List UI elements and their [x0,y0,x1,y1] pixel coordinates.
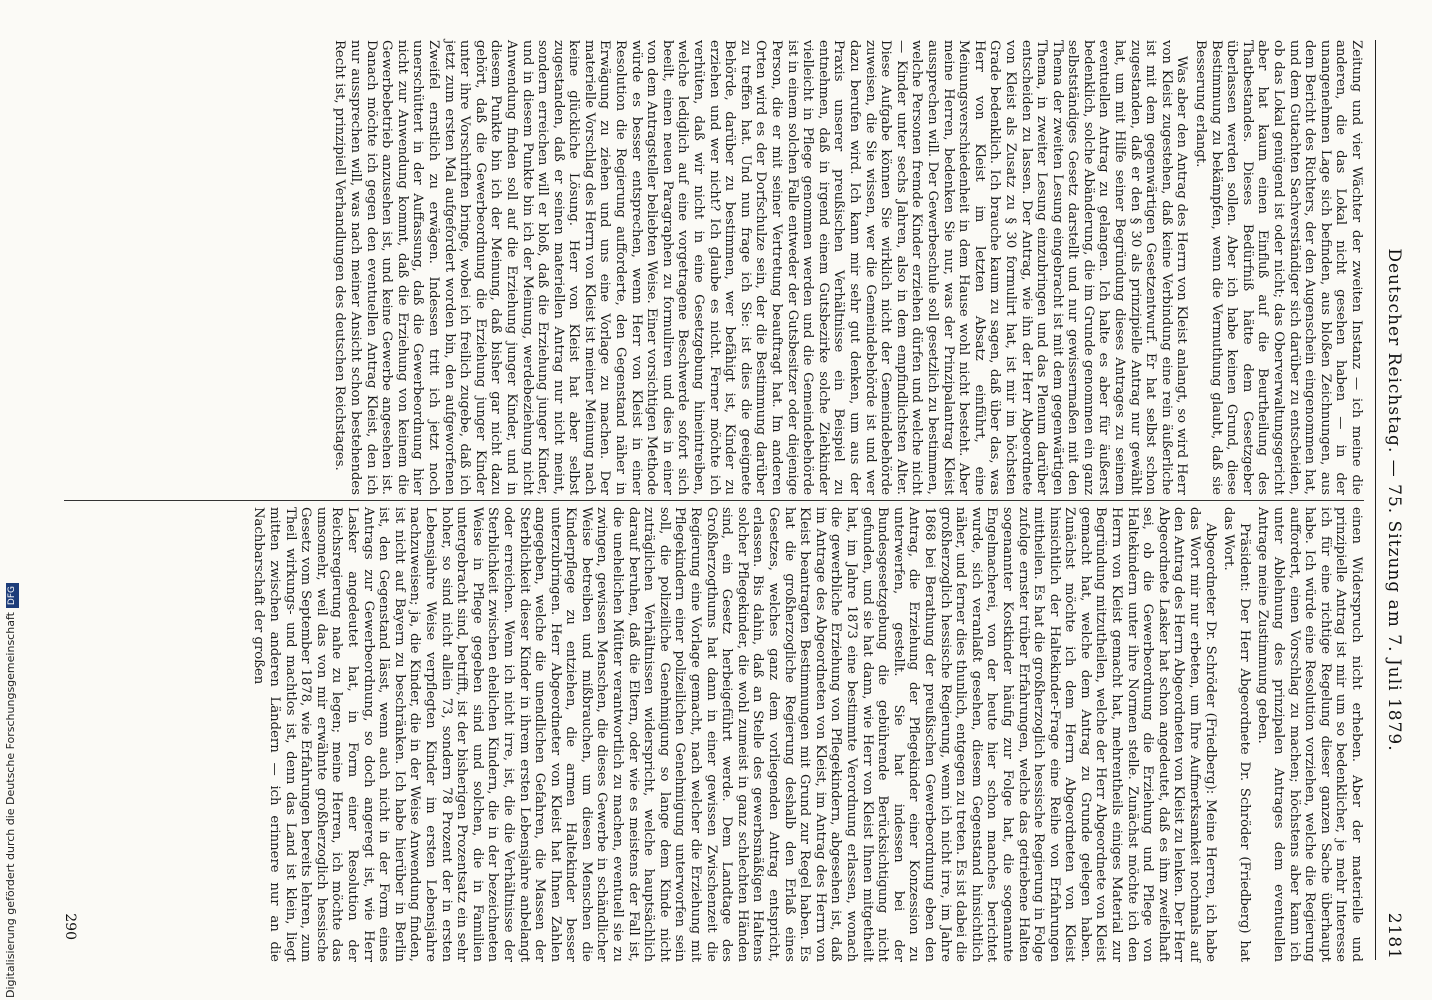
dfg-logo: DFG [6,583,19,608]
digitization-stamp [2,585,20,998]
running-head [1374,40,1408,960]
header-rule [1375,40,1376,960]
rotated-page [23,20,1408,980]
left-column [329,40,1364,495]
paragraph: Präsident: Der Herr Abgeordnete Dr. Schröder (Friedberg) hat das Wort. [1221,507,1252,962]
paragraph: Was aber den Antrag des Herrn von Kleist anlangt, so wird Herr von Kleist zugestehen, daß keine Verbindung eine rein äußerliche ist mit dem gegenwärtigen Gesetzentwurf. Er hat selbst schon zugestanden, daß er den § 30 als prinzipielle Antrag nur gewählt hat, um mit Hilfe seiner Begründung dieses Antrages zu seinem eventuellen Antrag zu gelangen. Ich halte es aber für äußerst bedenklich, solche Abänderung, die im Grunde genommen ein ganz selbstständiges Gesetz darstellt und nur gewissermaßen mit den Thema der zweiten Lesung eingebracht ist mit dem gegenwärtigen Thema, in zweiter Lesung einzubringen und das Plenum darüber entscheiden zu lassen. Der Antrag, wie ihn der Herr Abgeordnete von Kleist als Zusatz zu § 30 formulirt hat, ist mir im höchsten Grade bedenklich. Ich brauche kaum zu sagen, daß über das, was Herr von Kleist im letzten Absatz einführt, eine Meinungsverschiedenheit in dem Hause wohl nicht besteht. Aber meine Herren, bedenken Sie nur, was der Prinzipalantrag Kleist aussprechen will. Der Gewerbeschule soll gesetzlich zu bestimmen, welche Personen fremde Kinder erziehen dürfen und welche nicht — Kinder unter sechs Jahren, also in dem empfindlichsten Alter. Diese Aufgabe können Sie wirklich nicht der Gemeindebehörde zuweisen, die Sie wissen, wer die Gemeindebehörde ist und wer dazu berufen wird. Ich kann mir sehr gut denken, um aus der Praxis unserer preußischen Verhältnisse ein Beispiel zu entnehmen, daß in irgend einem Gutsbezirke solche Ziehkinder vielleicht in Pflege genommen werden und die Gemeindebehörde ist in einem solchen Falle entweder der Gutsbesitzer oder diejenige Person, die er mit seiner Vertretung beauftragt hat. Im anderen Orten wird es der Dorfschulze sein, der die Bestimmung darüber zu treffen hat. Und nun frage ich Sie: ist dies die geeignete Behörde, darüber zu bestimmen, wer befähigt ist, Kinder zu erziehen und wer nicht? Ich glaube es nicht. Ferner möchte ich verhüten, daß wir nicht in eine Gesetzgebung hineintreiben, welche lediglich auf eine vorgetragene Beschwerde sofort sich beeilt, einen neuen Paragraphen zu formuliren und dies in einer von dem Antragsteller beliebten Weise. Einer vorsichtigen Methode würde es besser entsprechen, wenn Herr von Kleist in einer Resolution die Regierung aufforderte, den Gegenstand näher in Erwägung zu ziehen und uns eine Vorlage zu machen. Der materielle Vorschlag des Herrn von Kleist ist meiner Meinung nach keine glückliche Lösung. Herr von Kleist hat aber selbst zugestanden, daß er seinen materiellen Antrag nur nicht meint, sondern erreichen will er bloß, daß die Erziehung junger Kinder, und in diesem Punkte bin ich der Meinung, werdebeziehung nicht Anwendung finden soll auf die Erziehung junger Kinder, und in diesem Punkte bin ich der Meinung, daß bisher gar nicht dazu gehört, daß die Gewerbeordnung die Erziehung junger Kinder unter ihre Vorschriften bringe, wobei ich freilich zugebe, daß ich jetzt zum ersten Mal aufgefordert worden bin, den aufgeworfenen Zweifel ernstlich zu erwägen. Indessen tritt ich jetzt noch unerschüttert in der Auffassung, daß die Gewerbeordnung hier nicht zur Anwendung kommt, daß die Erziehung von keinem die Gewerbebetrieb anzusehen ist, und keine Gewerbe angesehen ist. Danach möchte ich gegen den eventuellen Antrag Kleist, den ich nur aussprechen will, was nach meiner Ansicht schon bestehendes Recht ist, prinzipiell Verhandlungen des deutschen Reichstages. [332,40,1190,495]
paragraph: Abgeordneter Dr. Schröder (Friedberg): Meine Herren, ich habe das Wort mir nur erbeten, um Ihre Aufmerksamkeit nochmals auf den Antrag des Herrn Abgeordneten von Kleist zu lenken. Der Herr Abgeordnete Lasker hat schon angedeutet, daß es ihm zweifelhaft sei, ob die Gewerbeordnung die Erziehung und Pflege von Haltekindern unter ihre Normen stelle. Zunächst möchte ich den Herrn von Kleist gemacht hat, mehrentheils einiges Material zur Begründung mitzutheilen, welche der Herr Abgeordnete von Kleist gemacht hat, welche dem Antrag zu Grunde gelegen haben. Zunächst möchte ich dem Herrn Abgeordneten von Kleist hinsichtlich der Haltekinder-Frage eine Reihe von Erfahrungen mittheilen. Es hat die großherzoglich hessische Regierung in Folge zufolge ernster trüber Erfahrungen, welche das getriebene Halten sogenannter Kostkinder häufig zur Folge hat, die sogenannte Engelmacherei, von der heute hier schon manches berichtet wurde, sich veranlaßt gesehen, diesem Gegenstand hinsichtlich näher, und ferner dies thunlich, entgegen zu treten. Es ist dabei die großherzoglich hessische Regierung, wenn ich nicht irre, im Jahre 1868 bei Berathung der preußischen Gewerbeordnung eben den Antrag, die Erziehung der Pflegekinder einer Konzession zu unterwerfen, gestellt. Sie hat indessen bei der Bundesgesetzgebung die gebührende Berücksichtigung nicht gefunden, und sie hat dann, wie Herr von Kleist Ihnen mitgetheilt hat, im Jahre 1873 eine bestimmte Verordnung erlassen, wonach die gewerbliche Erziehung von Pflegekindern, abgesehen ist, daß im Antrage des Abgeordneten von Kleist, im Antrag des Herrn von Kleist beantragten Bestimmungen mit Grund zur Regel haben. Es hat die großherzogliche Regierung deshalb den Erlaß eines Gesetzes, welches ganz dem vorliegenden Antrag entspricht, erlassen. Bis dahin, daß an Stelle des gewerbsmäßigen Haltens solcher Pflegekinder, die wohl zumeist in ganz schlechten Händen sind, ein Gesetz herbeigeführt werde. Dem Landtage des Großherzogthums hat dann in einer gewissen Zwischenzeit die Regierung eine Vorlage gemacht, nach welcher die Erziehung mit Pflegekindern einer polizeilichen Genehmigung unterworfen sein soll, die polizeiliche Genehmigung so lange dem Kinde nicht zuträglichen Verhältnissen widerspricht, welche hauptsächlich darauf beruhen, daß die Eltern, oder wie es meistens der Fall ist, die unehelichen Mütter verantwortlich zu machen, eventuell sie zu zwingen, gewissen Menschen, die dieses Gewerbe in schändlicher Weise betreiben und mißbrauchen, um diesen Menschen die Kinderpflege zu entziehen, die armen Haltekinder besser unterzubringen. Herr Abgeordneter von Kleist hat Ihnen Zahlen angegeben, welche die unendlichen Gefahren, die Massen der Sterblichkeit dieser Kinder in ihrem ersten Lebensjahre anbelangt oder erreichen. Wenn ich nicht irre, ist, die die Verhältnisse der Sterblichkeit zwischen ehelichen Kindern, die in der bezeichneten Weise in Pflege gegeben sind und solchen, die in Familien untergebracht sind, betrifft, ist der bisherigen Prozentsatz ein sehr hoher, so sind nicht allein 73, sondern 78 Prozent der in ersten Lebensjahre Weise verpflegten Kinder im ersten Lebensjahre nachzuweisen; ja, die Kinder, die in der Weise Anwendung finden, ist nicht auf Bayern zu beschränken. Ich habe hierüber in Berlin ist, den Gegenstand lässt, wenn auch nicht in der Form eines Antrags zur Gewerbeordnung, so doch angeregt ist, wie Herr Lasker angedeutet hat, in Form einer Resolution der Reichsregierung nahe zu legen; meine Herren, ich möchte das umsomehr, weil das von mir erwähnte großherzoglich hessische Gesetz vom September 1878, wie Erfahrungen bereits lehren, zum Theil wirkungs- und machtlos ist, denn das Land ist klein, liegt mitten zwischen anderen Ländern — ich erinnere nur an die Nachbarschaft der großen [251,507,1218,962]
page-number: 2181 [1384,912,1404,960]
running-head-title: Deutscher Reichstag. — 75. Sitzung am 7. Juli 1879. [1384,248,1404,752]
paragraph: Zeitung und vier Wächter der zweiten Instanz — ich meine die anderen, die das Lokal nicht gesehen haben — in der unangenehmen Lage sich befinden, aus bloßen Zeichnungen, aus dem Bericht des Richters, der den Augenschein eingenommen hat, und dem Gutachten Sachverständiger sich darüber zu entscheiden, ob das Lokal genügend ist oder nicht; das Oberverwaltungsgericht aber hat kaum einen Einfluß auf die Beurtheilung des Thatbestandes. Dieses Bedürfniß hätte dem Gesetzgeber überlassen werden sollen. Aber ich habe keinen Grund, diese Bestimmung zu bekämpfen, wenn die Vermuthung glaubt, daß sie Besserung erlangt. [1193,40,1364,495]
paragraph: einen Widerspruch nicht erheben. Aber der materielle und prinzipielle Antrag ist mir um so bedenklicher, je mehr Interesse ich für eine richtige Regelung dieser ganzen Sache überhaupt habe. Ich würde eine Resolution vorziehen, welche die Regierung auffordert, einen Vorschlag zu machen; höchstens aber kann ich unter Ablehnung des prinzipalen Antrages dem eventuellen Antrage meine Zustimmung geben. [1255,507,1364,962]
stamp-text: Digitalisierung gefördert durch die Deutsche Forschungsgemeinschaft [4,612,17,998]
footer-page-number: 290 [62,913,78,940]
column-divider [64,500,1364,501]
right-column [248,507,1364,962]
